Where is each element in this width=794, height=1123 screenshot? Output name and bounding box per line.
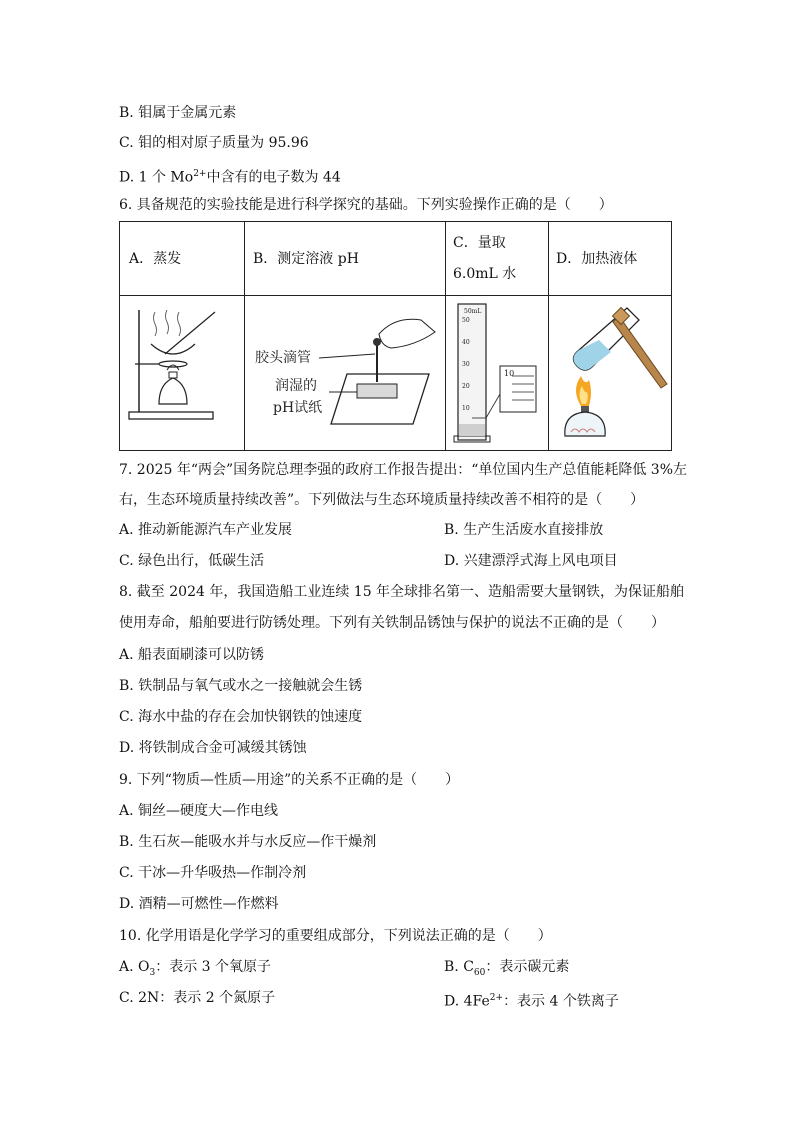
- ph-test-image: [245, 296, 445, 451]
- q8-stem-1: 8. 截至 2024 年，我国造船工业连续 15 年全球排名第一、造船需要大量钢铁，为保证船舶: [119, 584, 685, 600]
- q10-b-pre: B. C: [444, 959, 474, 975]
- option-c-atomic-mass: C. 钼的相对原子质量为 95.96: [119, 135, 309, 151]
- label-moistened: 润湿的: [275, 378, 317, 394]
- q10-d-pre: D. 4Fe: [444, 993, 490, 1010]
- q10-option-a: [119, 957, 271, 983]
- tick-50: 50: [462, 317, 470, 324]
- tick-20: 20: [462, 383, 470, 390]
- zoom-label: 10: [504, 369, 515, 378]
- q10-a-pre: A. O: [119, 959, 150, 975]
- q8-option-b: B. 铁制品与氧气或水之一接触就会生锈: [119, 678, 363, 694]
- q9-option-d: D. 酒精—可燃性—作燃料: [119, 896, 279, 912]
- q10-a-post: ：表示 3 个氧原子: [155, 959, 272, 975]
- tick-30: 30: [462, 361, 470, 368]
- label-ph-paper: pH试纸: [273, 400, 323, 416]
- option-d-pre: D. 1 个 Mo: [119, 169, 194, 186]
- q7-option-b: B. 生产生活废水直接排放: [444, 522, 604, 538]
- tick-10: 10: [462, 405, 470, 412]
- q9-option-c: C. 干冰—升华吸热—作制冷剂: [119, 865, 307, 881]
- q8-option-a: A. 船表面刷漆可以防锈: [119, 647, 265, 663]
- q8-option-c: C. 海水中盐的存在会加快钢铁的蚀速度: [119, 709, 363, 725]
- q6-option-b: B．测定溶液 pH: [253, 251, 359, 267]
- q6-option-a: A．蒸发: [129, 251, 182, 267]
- q10-d-sup: 2+: [489, 993, 504, 1003]
- q10-stem: 10. 化学用语是化学学习的重要组成部分，下列说法正确的是（ ）: [119, 928, 552, 944]
- cylinder-image: [446, 296, 548, 451]
- option-d-charge: 2+: [193, 169, 207, 179]
- q8-option-d: D. 将铁制成合金可减缓其锈蚀: [119, 740, 307, 756]
- heating-liquid-image: [549, 296, 672, 451]
- q7-option-c: C. 绿色出行，低碳生活: [119, 553, 265, 569]
- q6-option-c-line1: C．量取: [453, 235, 506, 251]
- q6-option-c-line2: 6.0mL 水: [453, 266, 517, 282]
- option-d-post: 中含有的电子数为 44: [206, 169, 341, 186]
- q7-stem-1: 7. 2025 年“两会”国务院总理李强的政府工作报告提出：“单位国内生产总值能耗降低 3%左: [119, 462, 688, 478]
- q9-stem: 9. 下列“物质—性质—用途”的关系不正确的是（ ）: [119, 772, 460, 788]
- q10-d-post: ：表示 4 个铁离子: [503, 993, 619, 1010]
- q7-option-a: A. 推动新能源汽车产业发展: [119, 522, 293, 538]
- q10-b-sub: 60: [473, 967, 486, 978]
- evaporation-image: [121, 296, 244, 451]
- q10-option-b: [444, 957, 569, 983]
- q7-stem-2: 右，生态环境质量持续改善”。下列做法与生态环境质量持续改善不相符的是（ ）: [119, 492, 645, 508]
- q6-option-d: D．加热液体: [556, 251, 638, 267]
- tick-40: 40: [462, 339, 470, 346]
- q10-option-c: C. 2N：表示 2 个氮原子: [119, 990, 276, 1006]
- q7-option-d: D. 兴建漂浮式海上风电项目: [444, 553, 618, 569]
- q6-stem: 6. 具备规范的实验技能是进行科学探究的基础。下列实验操作正确的是（ ）: [119, 197, 613, 213]
- q9-option-a: A. 铜丝—硬度大—作电线: [119, 803, 279, 819]
- option-b-molybdenum-metal: B. 钼属于金属元素: [119, 105, 237, 121]
- q9-option-b: B. 生石灰—能吸水并与水反应—作干燥剂: [119, 834, 377, 850]
- label-dropper: 胶头滴管: [255, 350, 311, 366]
- option-d-electrons: [119, 164, 341, 188]
- q6-table: [119, 221, 672, 451]
- q8-stem-2: 使用寿命，船舶要进行防锈处理。下列有关铁制品锈蚀与保护的说法不正确的是（ ）: [119, 615, 665, 631]
- q10-a-sub: 3: [149, 967, 156, 978]
- cylinder-capacity: 50mL: [464, 308, 482, 315]
- q10-option-d: [444, 988, 619, 1012]
- q10-b-post: ：表示碳元素: [485, 959, 570, 975]
